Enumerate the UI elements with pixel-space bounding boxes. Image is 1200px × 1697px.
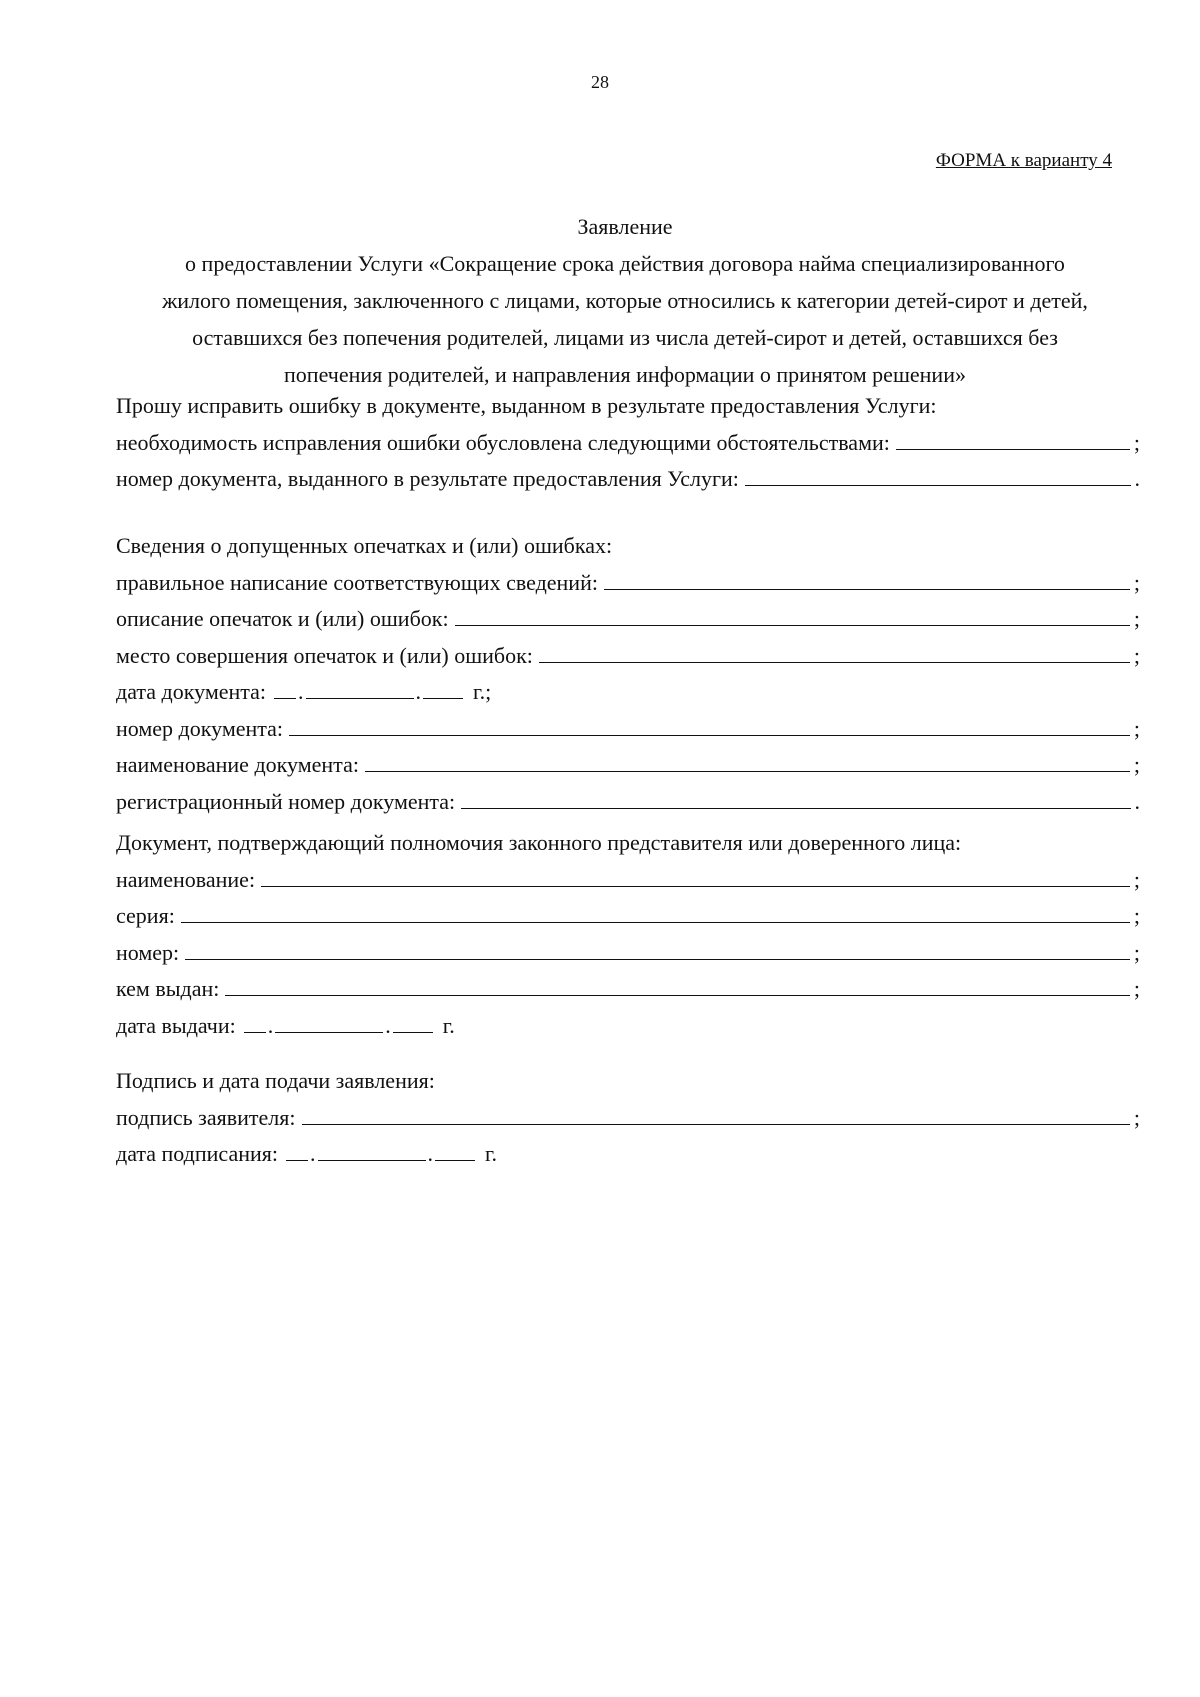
errors-section xyxy=(116,528,1140,820)
page-number: 28 xyxy=(591,72,609,92)
date-dot: . xyxy=(310,1141,316,1166)
auth-series-label: серия: xyxy=(116,903,175,928)
year-suffix: г.; xyxy=(473,679,492,704)
sign-date-month-field[interactable] xyxy=(318,1136,426,1161)
sign-date-row xyxy=(116,1136,1140,1173)
doc-date-month-field[interactable] xyxy=(306,674,414,699)
auth-date-row xyxy=(116,1008,1140,1045)
sign-field[interactable] xyxy=(302,1100,1130,1125)
place-end: ; xyxy=(1133,642,1140,668)
doc-number-label: номер документа, выданного в результате предоставления Услуги: xyxy=(116,466,739,491)
sign-row xyxy=(116,1100,1140,1137)
auth-date-month-field[interactable] xyxy=(275,1008,383,1033)
auth-date-year-field[interactable] xyxy=(393,1008,433,1033)
reason-label: необходимость исправления ошибки обусловлена следующими обстоятельствами: xyxy=(116,429,890,455)
doc-date-label: дата документа: xyxy=(116,679,267,704)
reg-number-label: регистрационный номер документа: xyxy=(116,788,456,814)
date-dot: . xyxy=(427,1141,433,1166)
doc-name-label: наименование документа: xyxy=(116,752,359,777)
title-block xyxy=(110,208,1140,393)
title-line: о предоставлении Услуги «Сокращение срока действия договора найма специализированного xyxy=(185,251,1065,276)
sign-date-day-field[interactable] xyxy=(286,1136,308,1161)
signature-heading-row xyxy=(116,1063,1140,1100)
doc-number-end: . xyxy=(1134,466,1140,491)
sign-date-label: дата подписания: xyxy=(116,1141,278,1166)
sign-end: ; xyxy=(1133,1104,1140,1130)
description-row xyxy=(116,601,1140,638)
title-line: попечения родителей, и направления информации о принятом решении» xyxy=(284,362,966,387)
correct-field[interactable] xyxy=(604,565,1130,590)
auth-name-end: ; xyxy=(1133,866,1140,892)
errors-heading: Сведения о допущенных опечатках и (или) ошибках: xyxy=(116,533,613,558)
errors-heading-row xyxy=(116,528,1140,565)
doc-number-row xyxy=(116,461,1140,498)
auth-issuer-end: ; xyxy=(1133,976,1140,1001)
reason-row xyxy=(116,425,1140,462)
auth-number-label: номер: xyxy=(116,939,180,965)
auth-name-label: наименование: xyxy=(116,866,256,892)
auth-series-row xyxy=(116,898,1140,935)
auth-date-day-field[interactable] xyxy=(244,1008,266,1033)
form-reference: ФОРМА к варианту 4 xyxy=(935,150,1112,171)
auth-issuer-label: кем выдан: xyxy=(116,976,220,1001)
auth-name-field[interactable] xyxy=(261,862,1130,887)
title-line: оставшихся без попечения родителей, лицами из числа детей-сирот и детей, оставшихся без xyxy=(192,325,1058,350)
err-number-end: ; xyxy=(1133,715,1140,741)
sign-date-field xyxy=(286,1136,497,1173)
sign-label: подпись заявителя: xyxy=(116,1104,296,1130)
reason-field[interactable] xyxy=(896,425,1130,450)
auth-issuer-row xyxy=(116,971,1140,1008)
doc-name-row xyxy=(116,747,1140,784)
err-number-row xyxy=(116,711,1140,748)
date-dot: . xyxy=(267,1012,274,1038)
signature-heading: Подпись и дата подачи заявления: xyxy=(116,1068,435,1093)
place-row xyxy=(116,638,1140,675)
year-suffix: г. xyxy=(442,1012,455,1038)
doc-date-field xyxy=(274,674,491,711)
year-suffix: г. xyxy=(485,1141,498,1166)
signature-section xyxy=(116,1063,1140,1173)
sign-date-year-field[interactable] xyxy=(435,1136,475,1161)
description-end: ; xyxy=(1133,606,1140,631)
reg-number-field[interactable] xyxy=(461,784,1130,809)
reason-end: ; xyxy=(1133,429,1140,455)
auth-series-field[interactable] xyxy=(181,898,1130,923)
doc-date-row xyxy=(116,674,1140,711)
date-dot: . xyxy=(298,679,304,704)
authority-heading-row xyxy=(116,825,1140,862)
request-section xyxy=(116,388,1140,498)
place-field[interactable] xyxy=(539,638,1130,663)
auth-number-end: ; xyxy=(1133,939,1140,965)
correct-label: правильное написание соответствующих сведений: xyxy=(116,569,598,595)
request-intro xyxy=(116,388,1140,425)
doc-name-end: ; xyxy=(1133,752,1140,777)
doc-number-field[interactable] xyxy=(745,461,1131,486)
date-dot: . xyxy=(385,1012,391,1038)
correct-row xyxy=(116,565,1140,602)
request-intro-text: Прошу исправить ошибку в документе, выданном в результате предоставления Услуги: xyxy=(116,393,937,418)
doc-name-field[interactable] xyxy=(365,747,1130,772)
correct-end: ; xyxy=(1133,569,1140,595)
authority-heading: Документ, подтверждающий полномочия законного представителя или доверенного лица: xyxy=(116,830,962,855)
auth-name-row xyxy=(116,862,1140,899)
auth-issuer-field[interactable] xyxy=(225,971,1130,996)
auth-series-end: ; xyxy=(1133,903,1140,928)
date-dot: . xyxy=(415,679,422,704)
auth-date-label: дата выдачи: xyxy=(116,1012,236,1038)
document-title: Заявление xyxy=(577,214,673,239)
err-number-field[interactable] xyxy=(289,711,1130,736)
doc-date-year-field[interactable] xyxy=(423,674,463,699)
reg-number-end: . xyxy=(1134,788,1140,814)
doc-date-day-field[interactable] xyxy=(274,674,296,699)
title-line: жилого помещения, заключенного с лицами, которые относились к категории детей-сирот и детей, xyxy=(162,288,1088,313)
authority-section xyxy=(116,825,1140,1044)
auth-date-field xyxy=(244,1008,455,1045)
description-label: описание опечаток и (или) ошибок: xyxy=(116,606,449,631)
place-label: место совершения опечаток и (или) ошибок: xyxy=(116,642,533,668)
reg-number-row xyxy=(116,784,1140,821)
auth-number-row xyxy=(116,935,1140,972)
auth-number-field[interactable] xyxy=(185,935,1130,960)
err-number-label: номер документа: xyxy=(116,715,284,741)
description-field[interactable] xyxy=(455,601,1130,626)
